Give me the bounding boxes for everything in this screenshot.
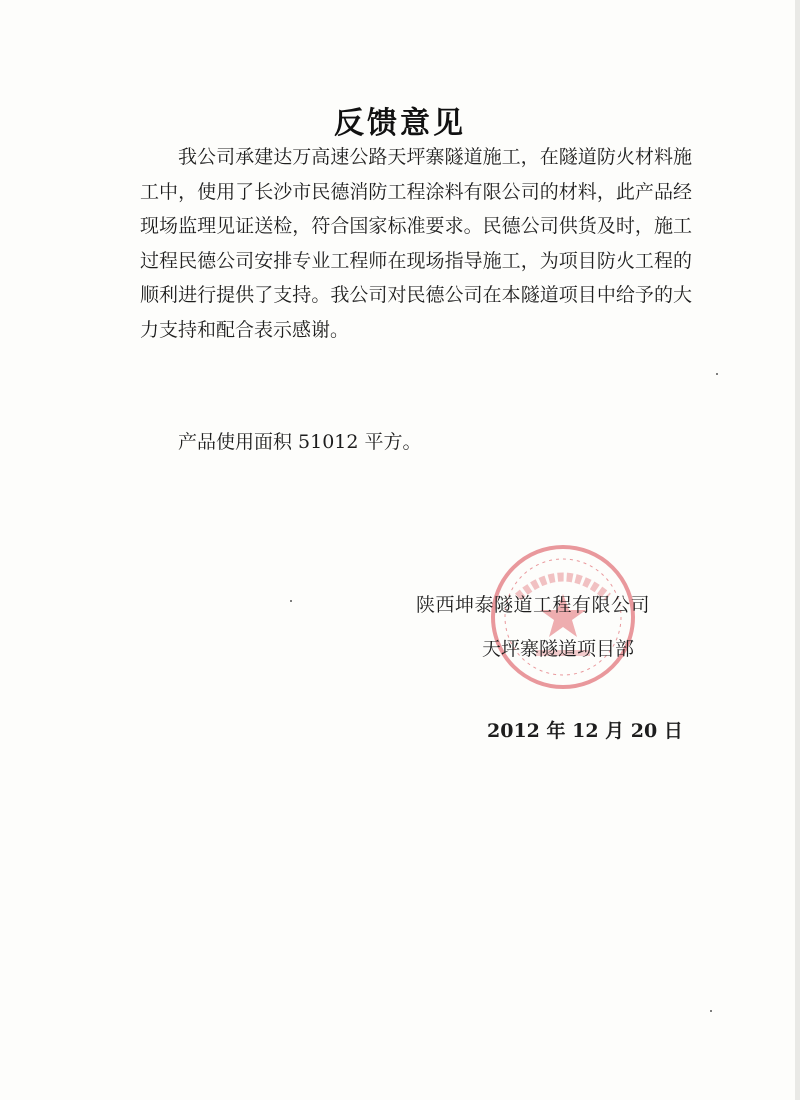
signatory-company: 陕西坤泰隧道工程有限公司 — [416, 594, 651, 616]
document-title: 反馈意见 — [334, 106, 466, 141]
company-seal-stamp — [488, 542, 638, 692]
scan-speck — [716, 373, 718, 375]
document-date: 2012 年 12 月 20 日 — [487, 720, 683, 742]
document-body: 我公司承建达万高速公路天坪寨隧道施工，在隧道防火材料施工中，使用了长沙市民德消防工程涂料有限公司的材料，此产品经现场监理见证送检，符合国家标准要求。民德公司供货及时，施工过程民德公司安排专业工程师在现场指导施工，为项目防火工程的顺利进行提供了支持。我公司对民德公司在本隧道项目中给予的大力支持和配合表示感谢。 — [140, 146, 692, 341]
scan-edge — [795, 0, 800, 1100]
signatory-department: 天坪寨隧道项目部 — [482, 638, 635, 660]
scan-speck — [710, 1010, 712, 1012]
area-statement: 产品使用面积 51012 平方。 — [178, 431, 422, 453]
scan-speck — [290, 600, 292, 602]
